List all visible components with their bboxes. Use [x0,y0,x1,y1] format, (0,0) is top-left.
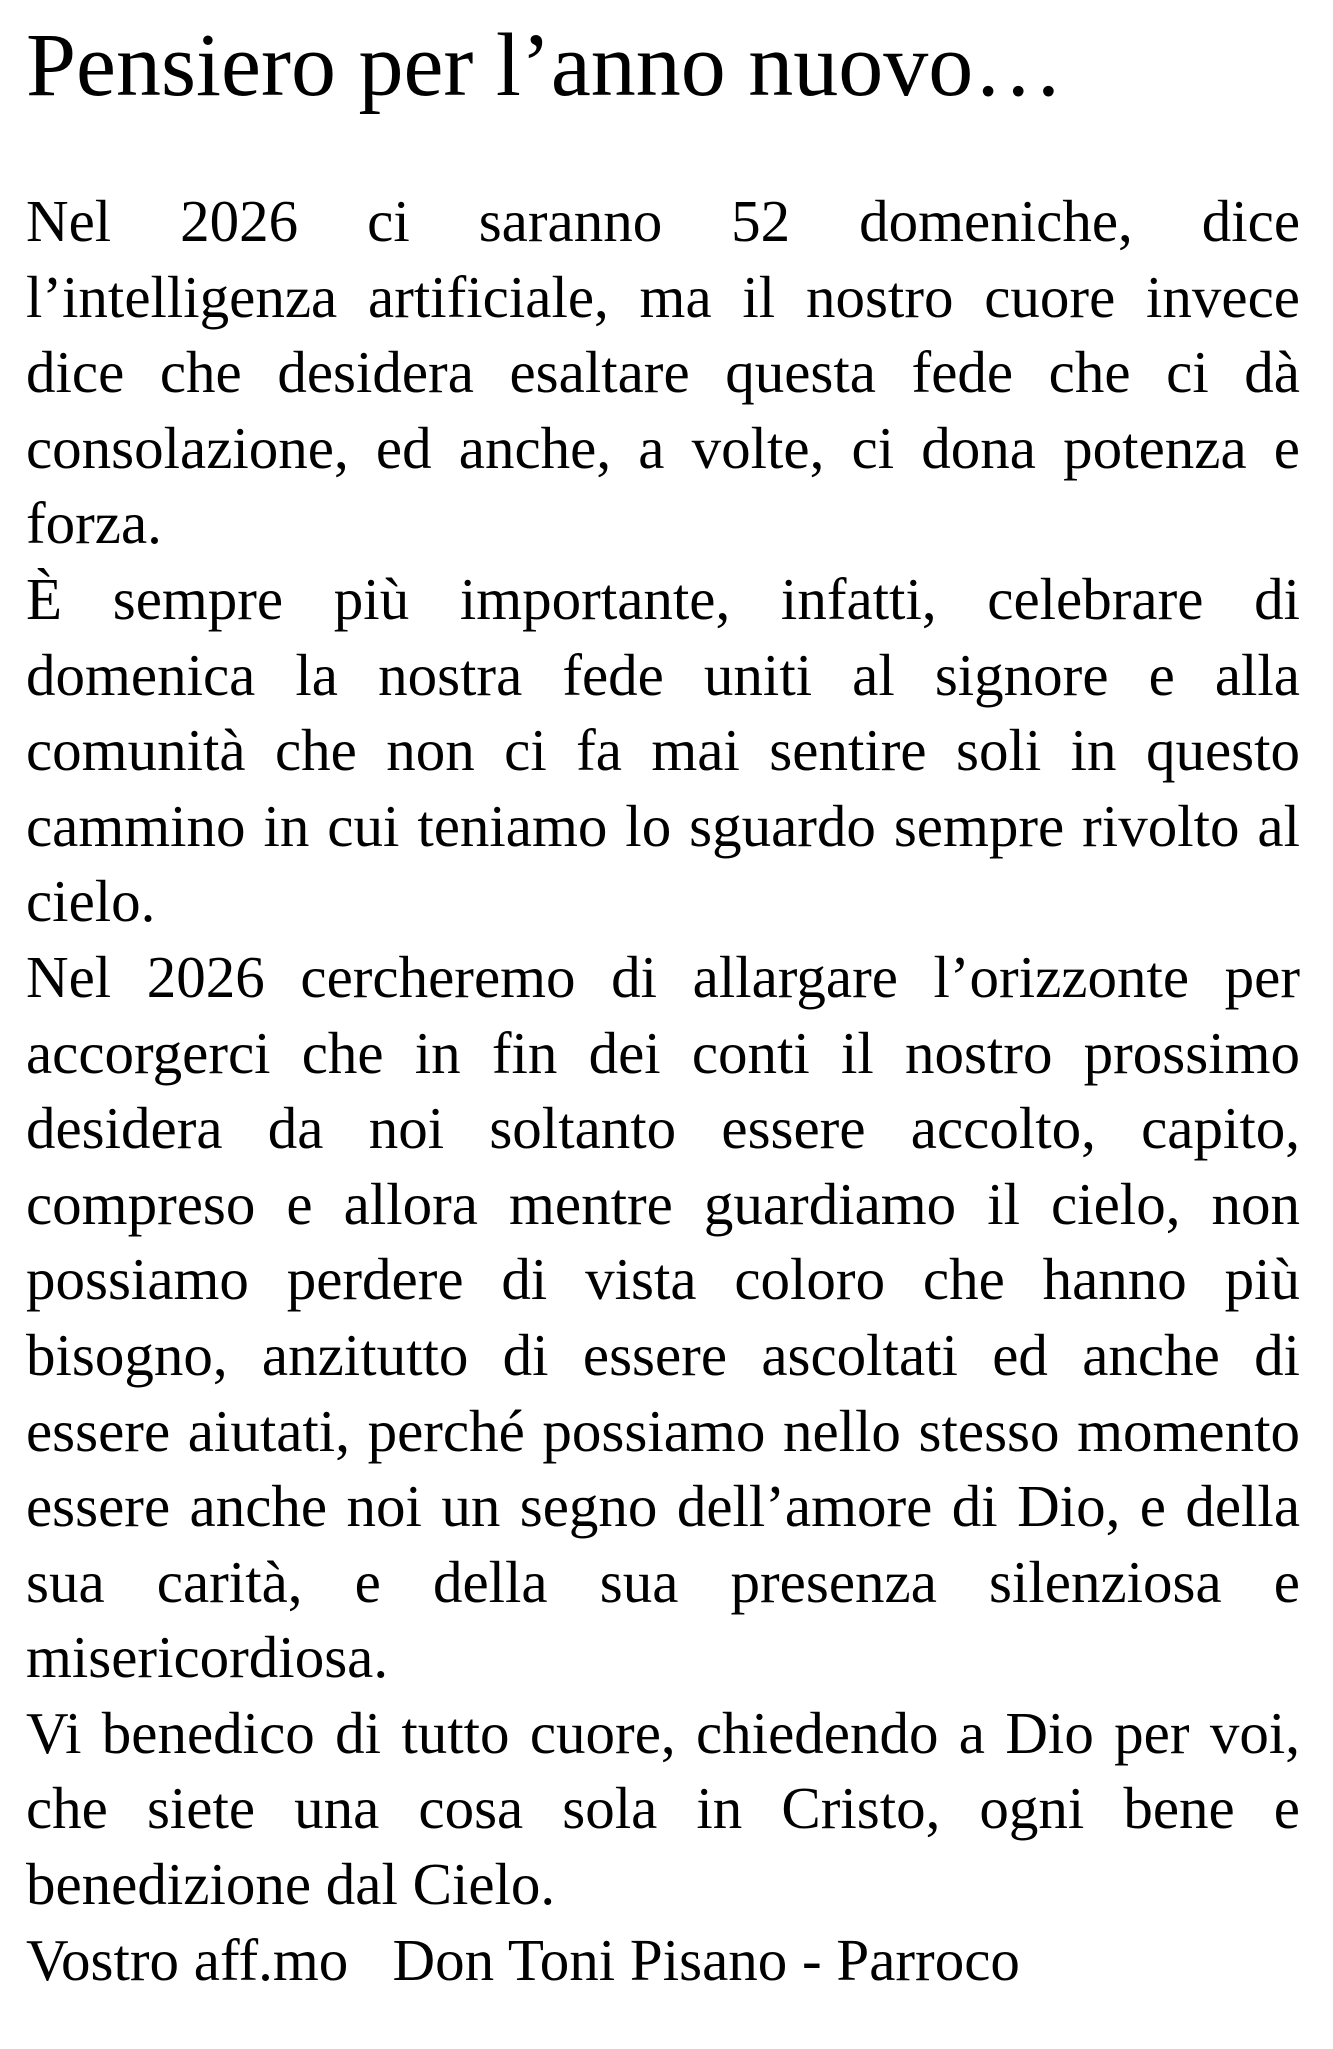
paragraph-horizon: Nel 2026 cercheremo di allargare l’orizzonte per accorgerci che in fin dei conti il nostro prossimo desidera da noi soltanto essere accolto, capito, compreso e allora mentre guardiamo il cielo, non possiamo perdere di vista coloro che hanno più bisogno, anzitutto di essere ascoltati ed anche di essere aiutati, perché possiamo nello stesso momento essere anche noi un segno dell’amore di Dio, e della sua carità, e della sua presenza silenziosa e misericordiosa. [26,943,1300,1691]
paragraph-sundays: Nel 2026 ci saranno 52 domeniche, dice l’intelligenza artificiale, ma il nostro cuore invece dice che desidera esaltare questa fede che ci dà consolazione, ed anche, a volte, ci dona potenza e forza. [26,188,1300,557]
page-title: Pensiero per l’anno nuovo… [26,16,1064,115]
paragraph-blessing: Vi benedico di tutto cuore, chiedendo a Dio per voi, che siete una cosa sola in Cristo, ogni bene e benedizione dal Cielo. [26,1699,1300,1918]
document-body [26,184,1300,1998]
paragraph-celebrate-faith: È sempre più importante, infatti, celebrare di domenica la nostra fede uniti al signore e alla comunità che non ci fa mai sentire soli in questo cammino in cui teniamo lo sguardo sempre rivolto al cielo. [26,565,1300,935]
document-page [26,0,1300,1998]
signature: Vostro aff.mo Don Toni Pisano - Parroco [26,1926,1020,1993]
